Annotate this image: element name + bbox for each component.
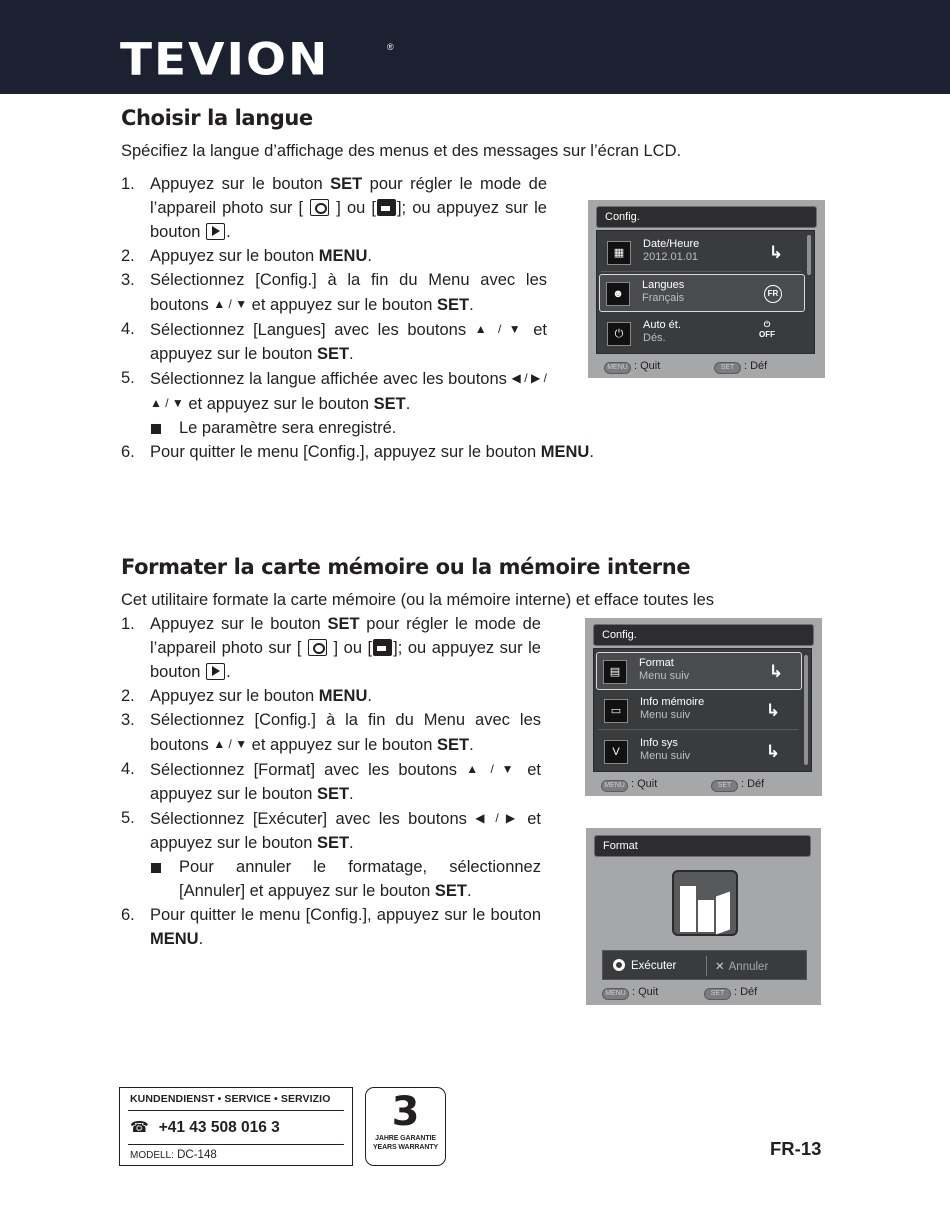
square-bullet — [151, 863, 161, 873]
step-item: 5. Sélectionnez la langue affichée avec les boutons ◀ / ▶ / ▲ / ▼ et appuyez sur le bouton SET. Le paramètre sera enregistré. — [121, 366, 547, 440]
play-icon — [206, 663, 225, 680]
menu-row-format: ▤ Format Menu suiv ↳ — [596, 652, 802, 690]
divider — [128, 1110, 344, 1111]
screen-title: Config. — [596, 206, 817, 228]
menu-row-auto-off: ⏻ Auto ét. Dés. ⏻ OFF — [601, 315, 801, 353]
set-key-icon: SET — [714, 362, 741, 374]
step-item: 1. Appuyez sur le bouton SET pour régler le mode de l’appareil photo sur [ ] ou [ ]; ou appuyez sur le bouton . — [121, 175, 547, 241]
screen-menu-panel — [596, 230, 815, 354]
step-note: Le paramètre sera enregistré. — [150, 416, 547, 440]
section-intro-format: Cet utilitaire formate la carte mémoire (ou la mémoire interne) et efface toutes les — [121, 591, 715, 609]
registered-mark: ® — [387, 42, 394, 52]
service-box — [119, 1087, 353, 1166]
language-icon: ☻ — [606, 282, 630, 306]
enter-arrow-icon: ↳ — [765, 742, 780, 761]
page-number: FR-13 — [770, 1138, 822, 1159]
lcd-screen-format: Format Exécuter ✕ Annuler MENU : Quit SET : Déf — [586, 828, 821, 1005]
service-phone: ☎ +41 43 508 016 3 — [130, 1119, 280, 1136]
header-bar — [0, 0, 950, 94]
screen-title: Format — [594, 835, 811, 857]
brand-logo: TEVION — [120, 33, 330, 86]
video-icon — [377, 199, 396, 216]
screen-title: Config. — [593, 624, 814, 646]
warranty-badge: 3 JAHRE GARANTIE YEARS WARRANTY — [365, 1087, 446, 1166]
close-icon: ✕ — [715, 961, 725, 973]
memory-icon: ▭ — [604, 699, 628, 723]
info-icon: V — [604, 740, 628, 764]
step-item: 4. Sélectionnez [Format] avec les boutons ▲ / ▼ et appuyez sur le bouton SET. — [121, 760, 541, 803]
scrollbar — [804, 655, 808, 765]
format-icon — [672, 870, 738, 936]
scrollbar — [807, 235, 811, 275]
menu-row-memory-info: ▭ Info mémoire Menu suiv ↳ — [598, 692, 798, 730]
menu-key-icon: MENU — [604, 362, 631, 374]
lcd-screen-config-format: Config. ▤ Format Menu suiv ↳ ▭ Info mémoire Menu suiv ↳ V Info sys Menu suiv ↳ MENU : Quit SET : Déf — [585, 618, 822, 796]
step-note: Pour annuler le formatage, sélectionnez [Annuler] et appuyez sur le bouton SET. — [150, 855, 541, 903]
menu-row-date: ▦ Date/Heure 2012.01.01 ↳ — [601, 234, 801, 272]
enter-arrow-icon: ↳ — [768, 662, 783, 681]
power-icon: ⏻ — [607, 322, 631, 346]
lcd-screen-config-language: Config. ▦ Date/Heure 2012.01.01 ↳ ☻ Langues Français FR ⏻ Auto ét. Dés. ⏻ OFF MENU : Quit SET : Déf — [588, 200, 825, 378]
phone-icon: ☎ — [130, 1119, 149, 1136]
section-title-format: Formater la carte mémoire ou la mémoire interne — [121, 555, 691, 579]
divider — [128, 1144, 344, 1145]
section-intro-language: Spécifiez la langue d’affichage des menus et des messages sur l’écran LCD. — [121, 142, 682, 160]
screen-menu-panel — [593, 648, 812, 772]
step-item: 6. Pour quitter le menu [Config.], appuyez sur le bouton MENU. — [121, 906, 541, 948]
menu-key-icon: MENU — [602, 988, 629, 1000]
camera-icon — [310, 199, 329, 216]
menu-row-language: ☻ Langues Français FR — [599, 274, 805, 312]
enter-arrow-icon: ↳ — [768, 243, 783, 262]
off-badge: ⏻ OFF — [759, 320, 775, 339]
execute-option: Exécuter — [613, 959, 676, 972]
calendar-icon: ▦ — [607, 241, 631, 265]
square-bullet — [151, 424, 161, 434]
set-key-icon: SET — [711, 780, 738, 792]
language-badge-icon: FR — [764, 285, 782, 303]
format-options — [602, 950, 807, 980]
section-title-language: Choisir la langue — [121, 106, 313, 130]
play-icon — [206, 223, 225, 240]
format-icon: ▤ — [603, 660, 627, 684]
steps-format — [121, 612, 541, 951]
menu-row-system-info: V Info sys Menu suiv ↳ — [598, 733, 798, 771]
camera-icon — [308, 639, 327, 656]
model-number: MODELL: DC-148 — [130, 1149, 217, 1161]
service-heading: KUNDENDIENST • SERVICE • SERVIZIO — [130, 1093, 331, 1105]
radio-icon — [613, 959, 625, 971]
video-icon — [373, 639, 392, 656]
cancel-option: ✕ Annuler — [715, 961, 769, 973]
set-key-icon: SET — [704, 988, 731, 1000]
step-item: 3. Sélectionnez [Config.] à la fin du Menu avec les boutons ▲ / ▼ et appuyez sur le bouton SET. — [121, 711, 541, 754]
divider — [706, 956, 707, 976]
enter-arrow-icon: ↳ — [765, 701, 780, 720]
step-item: 1. Appuyez sur le bouton SET pour régler le mode de l’appareil photo sur [ ] ou [ ]; ou appuyez sur le bouton . — [121, 615, 541, 681]
steps-language — [121, 172, 594, 464]
step-item: 3. Sélectionnez [Config.] à la fin du Menu avec les boutons ▲ / ▼ et appuyez sur le bouton SET. — [121, 271, 547, 314]
step-item: 5. Sélectionnez [Exécuter] avec les boutons ◀ / ▶ et appuyez sur le bouton SET. Pour annuler le formatage, sélectionnez [Annuler] et appuyez sur le bouton SET. — [121, 806, 541, 903]
step-item: 6. Pour quitter le menu [Config.], appuyez sur le bouton MENU. — [121, 443, 594, 461]
step-item: 4. Sélectionnez [Langues] avec les boutons ▲ / ▼ et appuyez sur le bouton SET. — [121, 320, 547, 363]
menu-key-icon: MENU — [601, 780, 628, 792]
step-item: 2. Appuyez sur le bouton MENU. — [121, 687, 372, 705]
step-item: 2. Appuyez sur le bouton MENU. — [121, 247, 372, 265]
